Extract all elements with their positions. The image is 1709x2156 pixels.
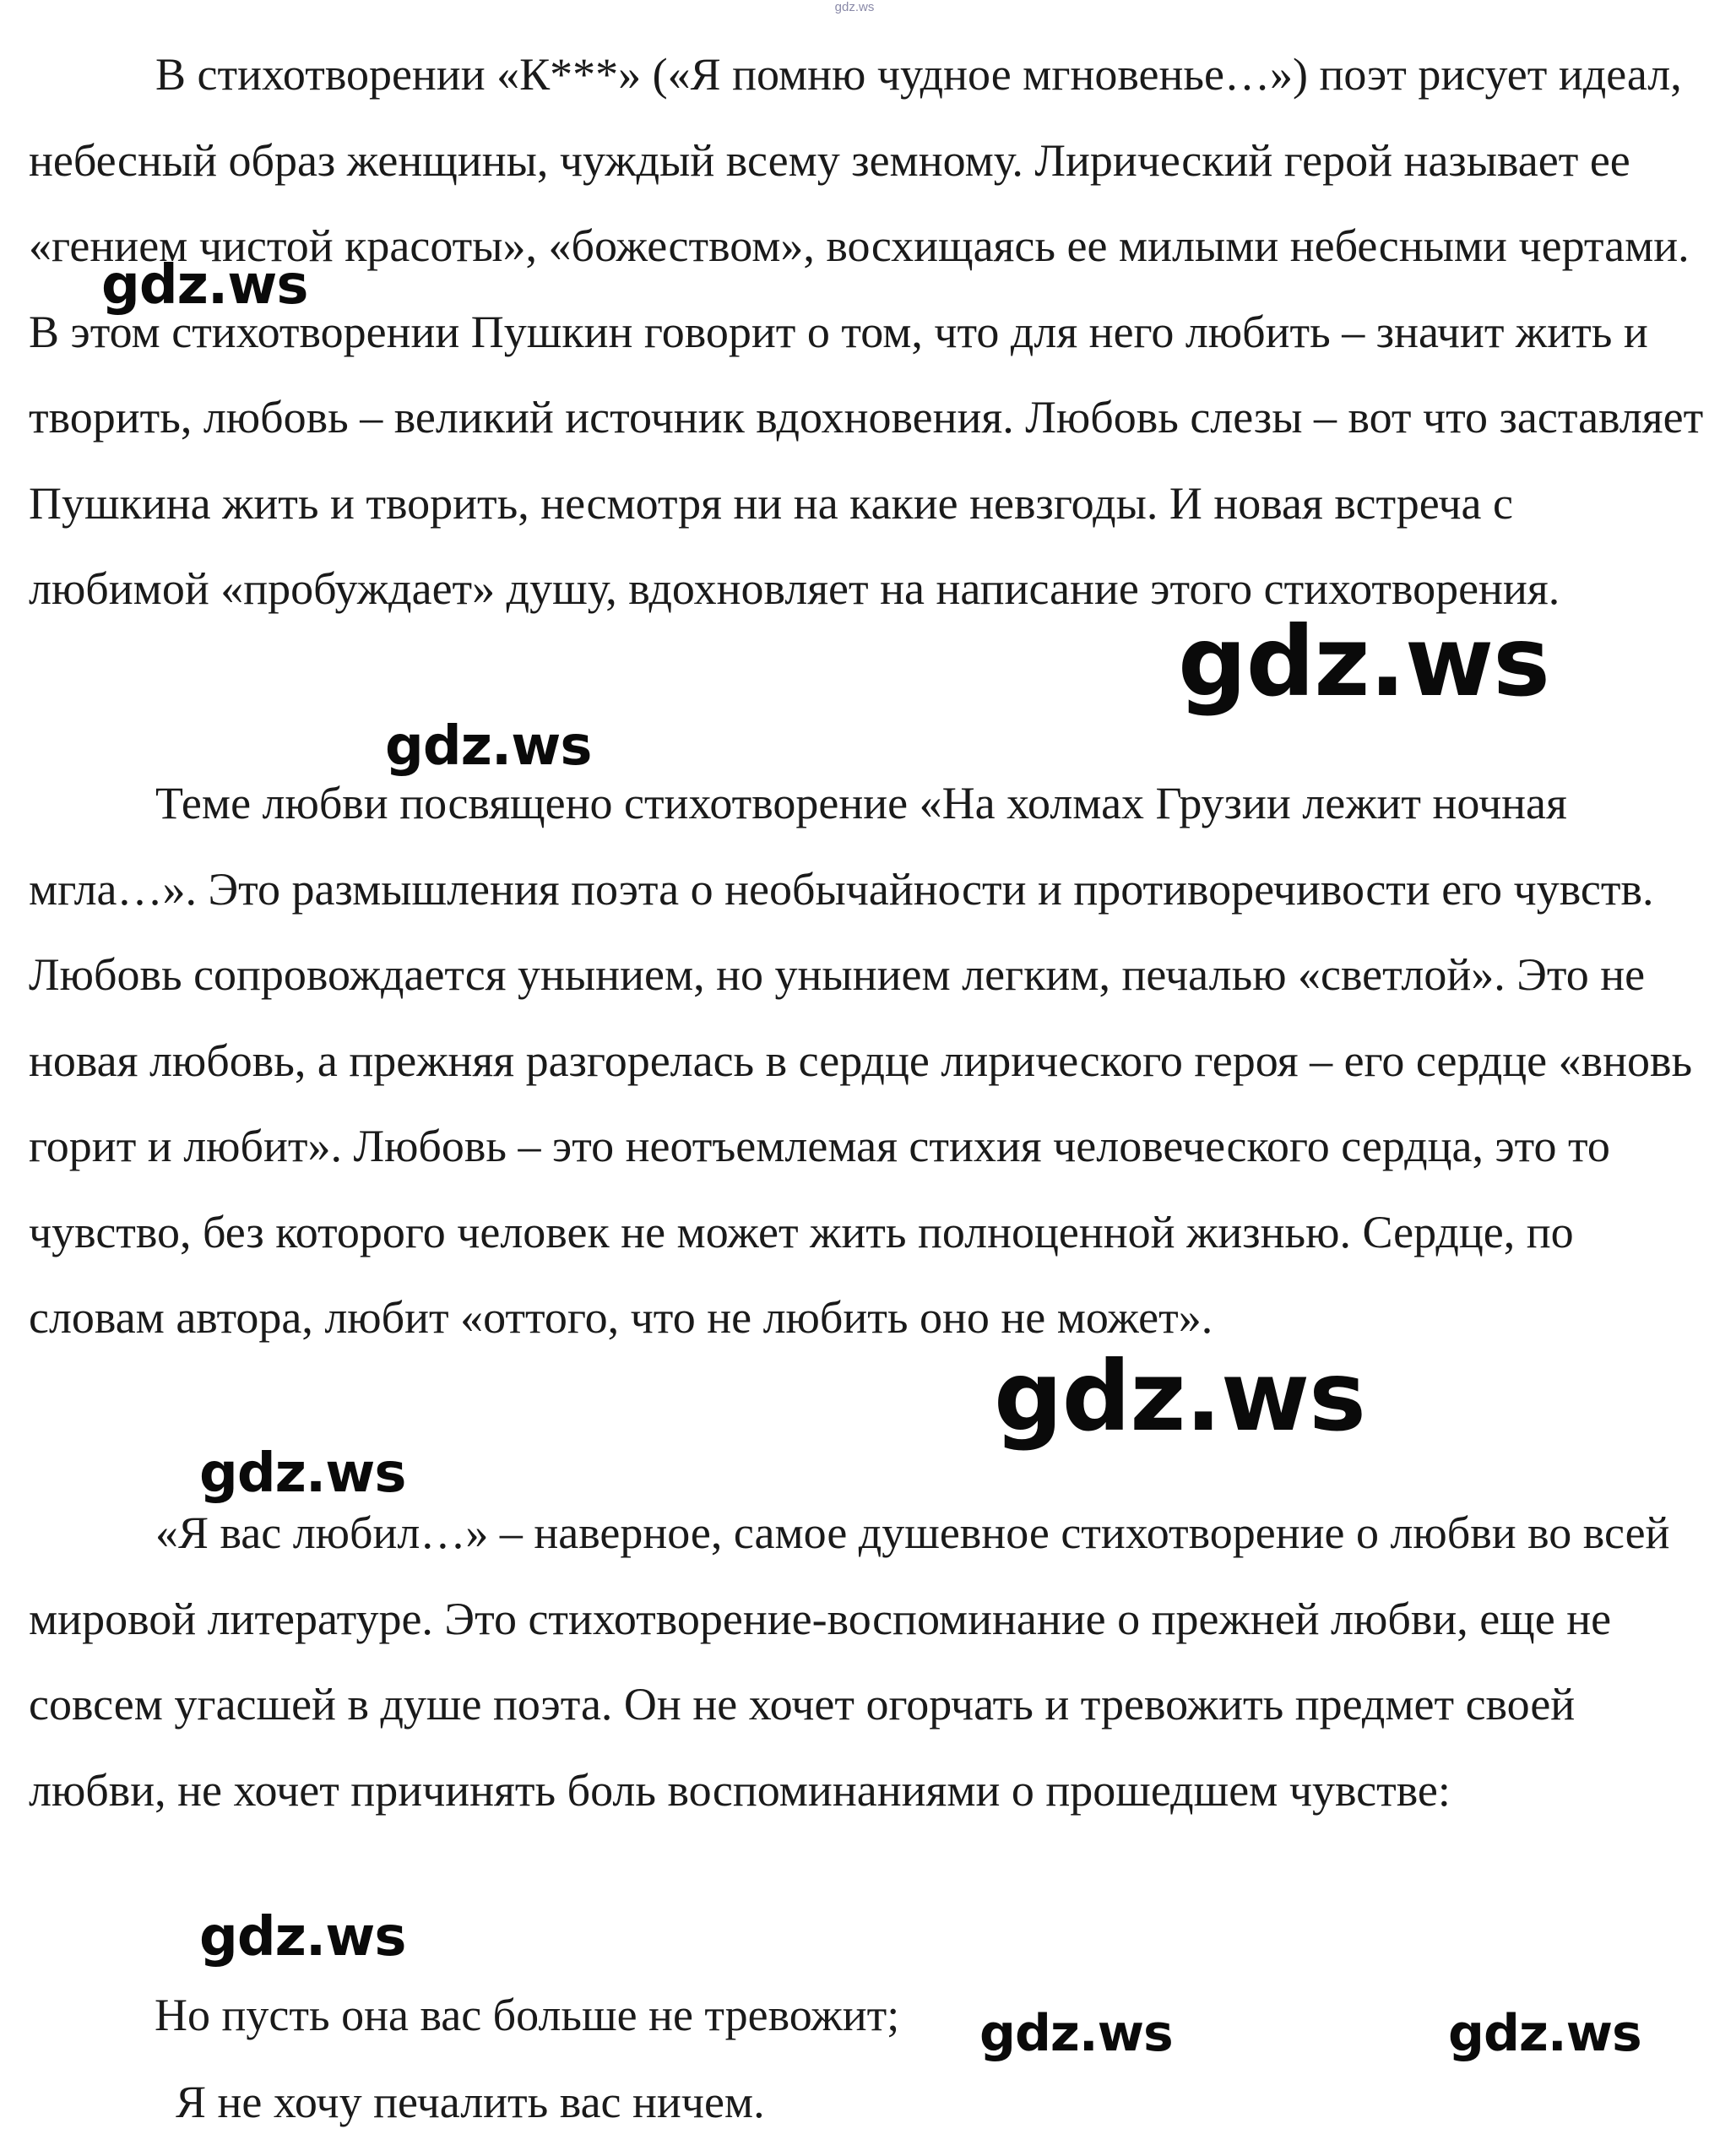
paragraph-1: В стихотворении «К***» («Я помню чудное мгновенье…») поэт рисует идеал, небесный образ женщины, чуждый всему земному. Лирический герой называет ее «гением чистой красоты», «божеством», восхищаясь ее милыми небесными чертами. В этом стихотворении Пушкин говорит о том, что для него любить – значит жить и творить, любовь – великий источник вдохновения. Любовь слезы – вот что заставляет Пушкина жить и творить, несмотря ни на какие невзгоды. И новая встреча с любимой «пробуждает» душу, вдохновляет на написание этого стихотворения. [29, 49, 1704, 614]
watermark: gdz.ws [101, 254, 308, 317]
watermark: gdz.ws [1448, 2004, 1641, 2063]
paragraph-3: «Я вас любил…» – наверное, самое душевное стихотворение о любви во всей мировой литературе. Это стихотворение-воспоминание о прежней любви, еще не совсем угасшей в душе поэта. Он не хочет огорчать и тревожить предмет своей любви, не хочет причинять боль воспоминаниями о прошедшем чувстве: [29, 1507, 1670, 1816]
watermark: gdz.ws [979, 2004, 1173, 2063]
watermark: gdz.ws [1178, 606, 1550, 718]
watermark: gdz.ws [199, 1442, 406, 1505]
paragraph-2: Теме любви посвящено стихотворение «На холмах Грузии лежит ночная мгла…». Это размышления поэта о необычайности и противоречивости его чувств. Любовь сопровождается унынием, но унынием легким, печалью «светлой». Это не новая любовь, а прежняя разгорелась в сердце лирического героя – его сердце «вновь горит и любит». Любовь – это неотъемлемая стихия человеческого сердца, это то чувство, без которого человек не может жить полноценной жизнью. Сердце, по словам автора, любит «оттого, что не любить оно не может». [29, 778, 1693, 1343]
header-watermark: gdz.ws [834, 0, 875, 14]
watermark: gdz.ws [385, 715, 592, 778]
watermark: gdz.ws [994, 1340, 1366, 1453]
watermark: gdz.ws [199, 1906, 406, 1969]
verse-line-2: Я не хочу печалить вас ничем. [176, 2077, 765, 2127]
verse-line-1: Но пусть она вас больше не тревожит; [155, 1990, 900, 2040]
